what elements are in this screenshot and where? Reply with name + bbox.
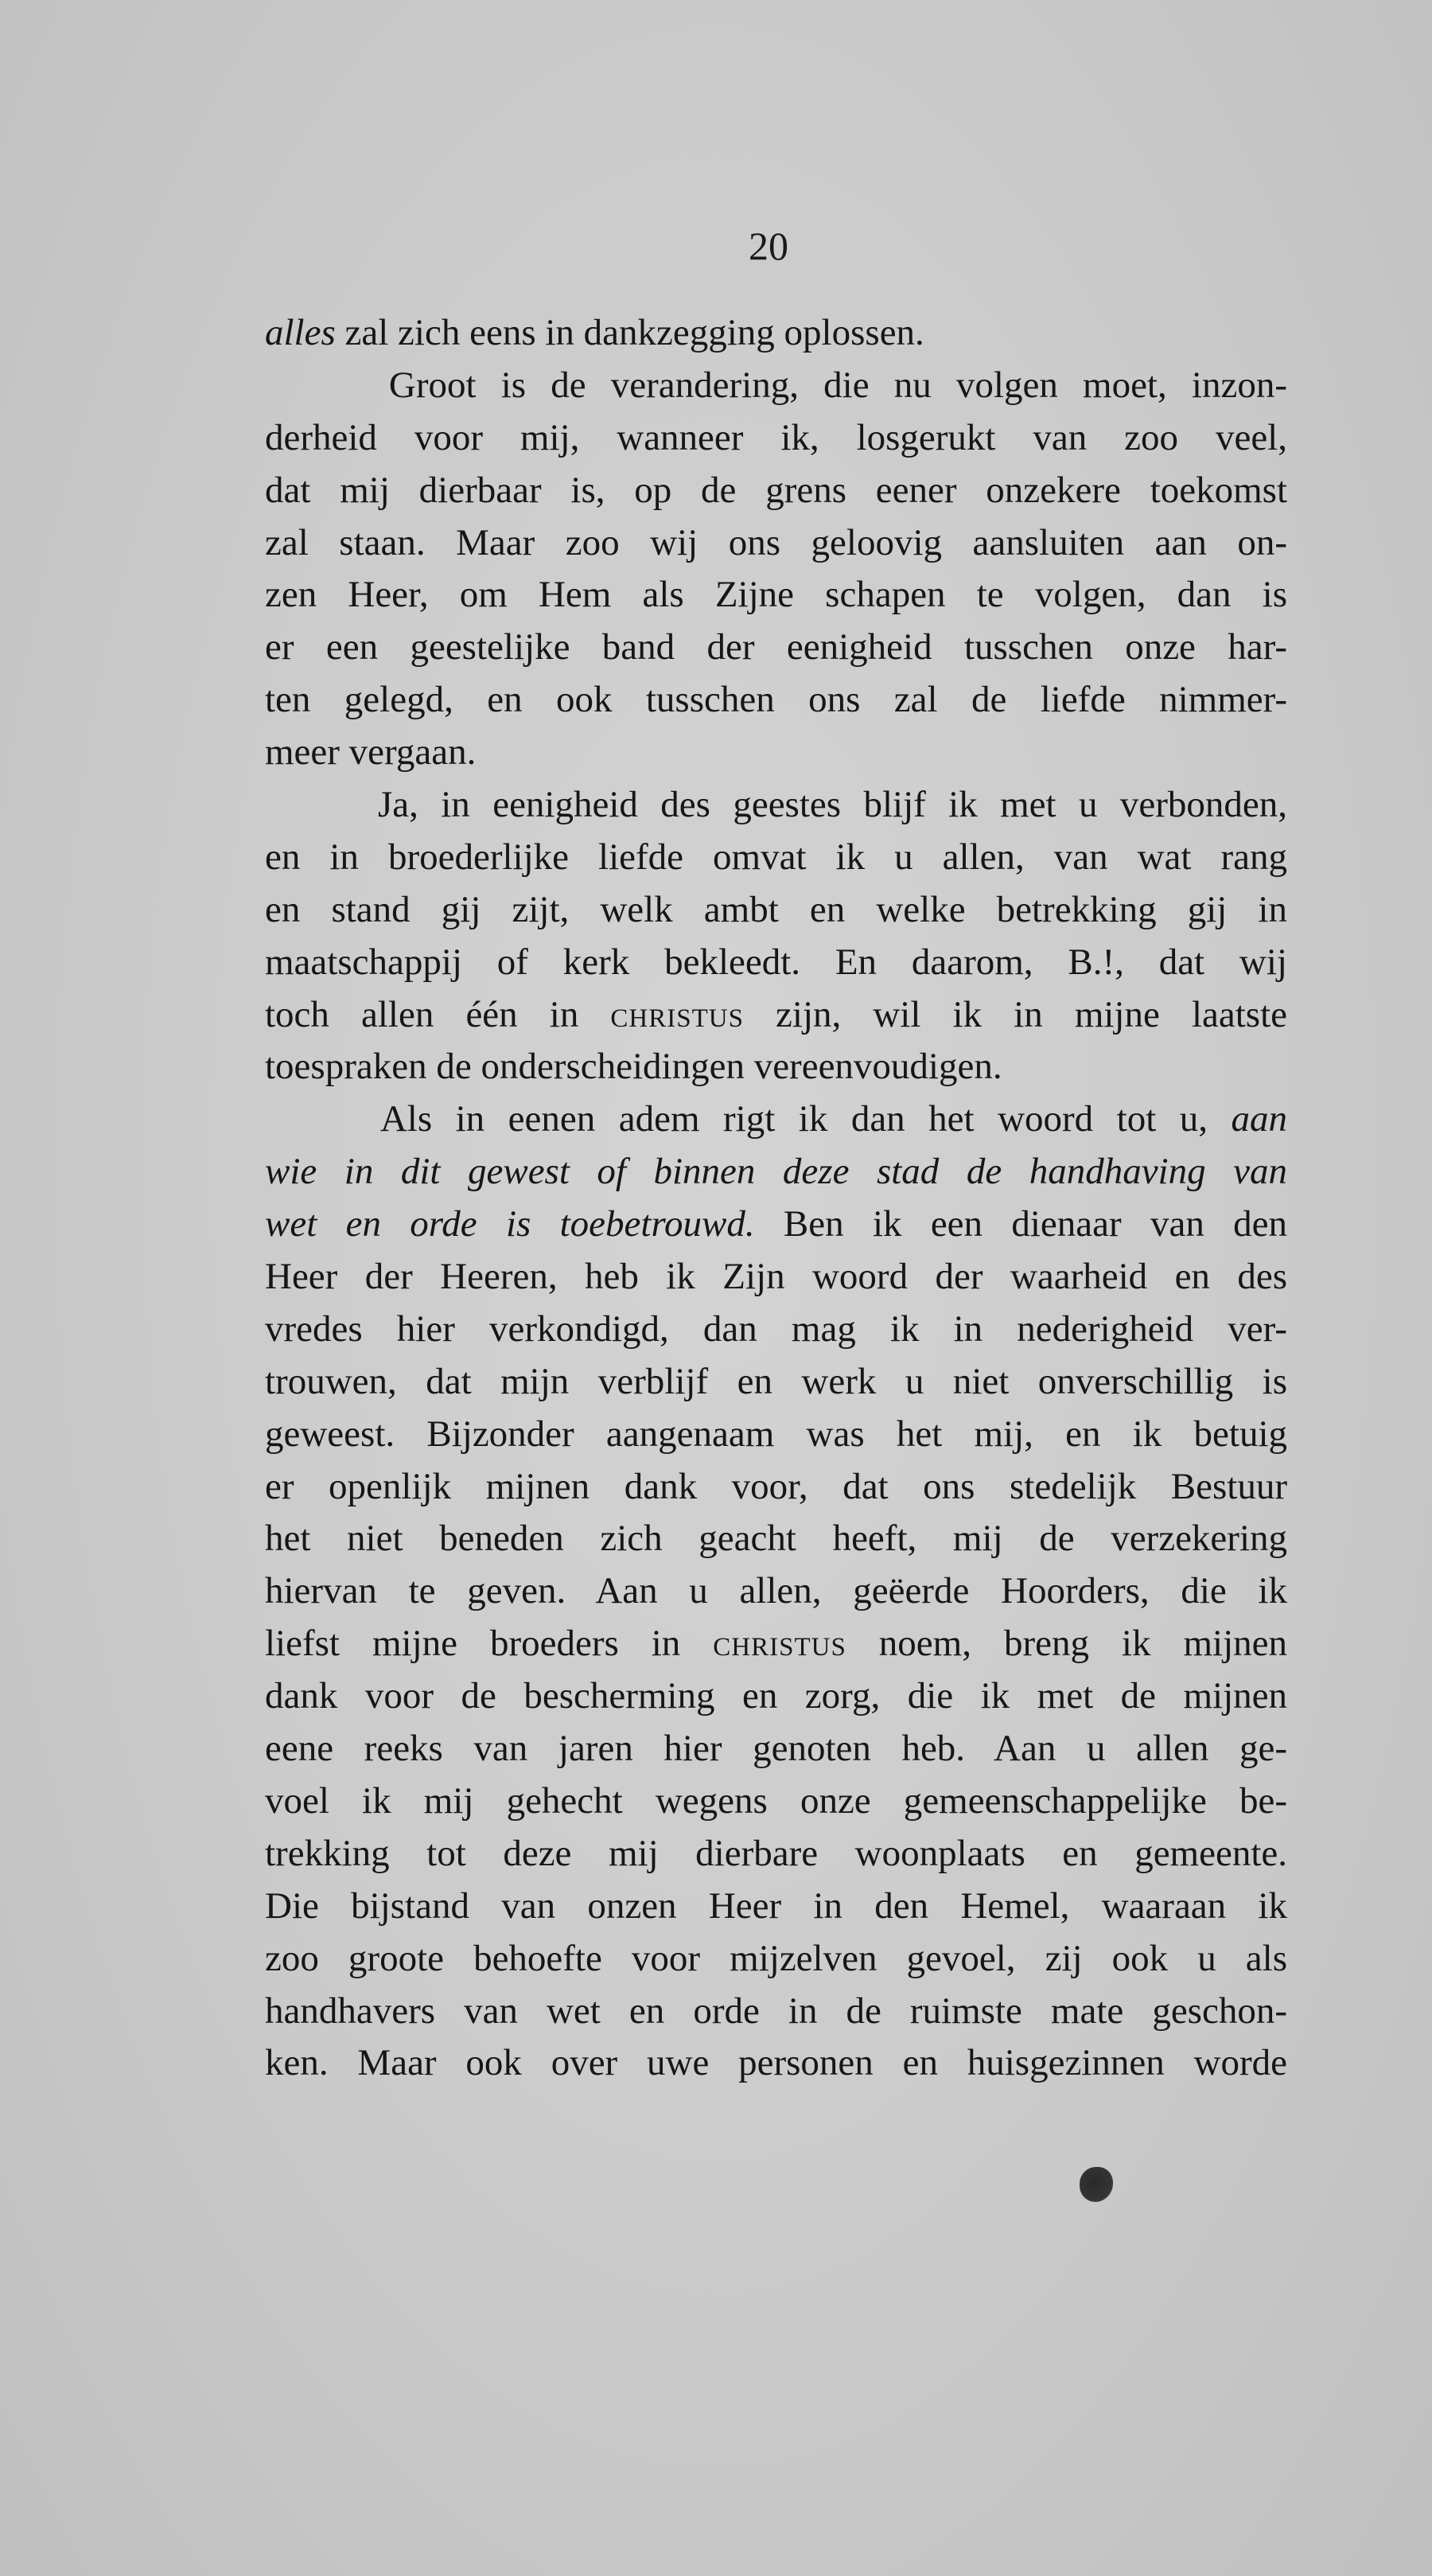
text-segment: aan [1231, 1098, 1287, 1140]
text-segment: eene reeks van jaren hier genoten heb. Aan u allen ge- [265, 1728, 1287, 1770]
text-line [265, 1146, 1287, 1198]
text-segment: christus [713, 1623, 846, 1665]
text-line [265, 832, 1287, 884]
text-segment: zen Heer, om Hem als Zijne schapen te volgen, dan is [265, 574, 1287, 616]
text-line [265, 674, 1287, 727]
text-line [265, 1513, 1287, 1565]
text-line [265, 1828, 1287, 1880]
text-line [265, 1775, 1287, 1828]
text-segment: ken. Maar ook over uwe personen en huisgezinnen worde [265, 2042, 1287, 2084]
text-line [265, 1670, 1287, 1723]
text-segment: wie in dit gewest of binnen deze stad de handhaving van [265, 1151, 1287, 1193]
text-line [265, 937, 1287, 989]
text-segment: Heer der Heeren, heb ik Zijn woord der waarheid en des [265, 1256, 1287, 1298]
text-segment: toespraken de onderscheidingen vereenvoudigen. [265, 1046, 1002, 1088]
text-line [265, 779, 1287, 832]
text-segment: liefst mijne broeders in [265, 1623, 714, 1665]
text-line [265, 622, 1287, 674]
text-segment: zoo groote behoefte voor mijzelven gevoel, zij ook u als [265, 1937, 1287, 1979]
text-line [265, 884, 1287, 937]
text-segment: wet en orde is toebetrouwd. [265, 1203, 755, 1245]
text-segment: handhavers van wet en orde in de ruimste mate geschon- [265, 1989, 1287, 2032]
text-line [265, 360, 1287, 412]
text-segment: derheid voor mij, wanneer ik, losgerukt van zoo veel, [265, 416, 1287, 458]
text-line [265, 1986, 1287, 2038]
text-line [265, 1880, 1287, 1933]
text-segment: Als in eenen adem rigt ik dan het woord tot u, [265, 1098, 1232, 1140]
text-line [265, 1356, 1287, 1409]
text-line [265, 465, 1287, 517]
text-line [265, 1618, 1287, 1670]
text-segment: zal zich eens in dankzegging oplossen. [335, 312, 924, 353]
text-line [265, 517, 1287, 570]
text-segment: meer vergaan. [265, 731, 477, 774]
text-segment: geweest. Bijzonder aangenaam was het mij, en ik betuig [265, 1413, 1287, 1455]
text-segment: en in broederlijke liefde omvat ik u allen, van wat rang [265, 836, 1287, 878]
text-segment: alles [265, 312, 336, 353]
text-segment: ten gelegd, en ook tusschen ons zal de liefde nimmer- [265, 679, 1287, 721]
text-line [265, 1723, 1287, 1775]
text-segment: dank voor de bescherming en zorg, die ik met de mijnen [265, 1675, 1287, 1717]
text-line [265, 1304, 1287, 1356]
text-line [265, 1251, 1287, 1304]
text-segment: voel ik mij gehecht wegens onze gemeenschappelijke be- [265, 1779, 1287, 1822]
text-segment: dat mij dierbaar is, op de grens eener onzekere toekomst [265, 469, 1287, 511]
text-segment: er een geestelijke band der eenigheid tusschen onze har- [265, 626, 1287, 668]
text-line [265, 412, 1287, 465]
ink-blot-mark [1080, 2167, 1113, 2202]
text-line [265, 1461, 1287, 1514]
text-segment: er openlijk mijnen dank voor, dat ons stedelijk Bestuur [265, 1465, 1287, 1507]
body-text [265, 307, 1287, 2090]
text-segment: noem, breng ik mijnen [846, 1623, 1287, 1665]
text-line [265, 989, 1287, 1042]
text-line [265, 1409, 1287, 1461]
text-segment: vredes hier verkondigd, dan mag ik in nederigheid ver- [265, 1307, 1287, 1350]
text-segment: toch allen één in [265, 993, 611, 1035]
text-segment: trekking tot deze mij dierbare woonplaats en gemeente. [265, 1832, 1287, 1874]
text-line [265, 1198, 1287, 1251]
text-line [265, 1041, 1287, 1093]
text-segment: trouwen, dat mijn verblijf en werk u niet onverschillig is [265, 1360, 1287, 1402]
text-segment: Ben ik een dienaar van den [754, 1203, 1287, 1245]
text-segment: het niet beneden zich geacht heeft, mij de verzekering [265, 1518, 1287, 1560]
text-segment: zijn, wil ik in mijne laatste [743, 993, 1287, 1035]
text-segment: en stand gij zijt, welk ambt en welke betrekking gij in [265, 888, 1287, 930]
text-line [265, 2037, 1287, 2090]
text-segment: hiervan te geven. Aan u allen, geëerde Hoorders, die ik [265, 1570, 1287, 1612]
text-segment: Ja, in eenigheid des geestes blijf ik met u verbonden, [265, 784, 1287, 826]
text-line [265, 307, 1287, 360]
text-line [265, 1093, 1287, 1146]
text-segment: Die bijstand van onzen Heer in den Hemel, waaraan ik [265, 1884, 1287, 1927]
text-segment: maatschappij of kerk bekleedt. En daarom, B.!, dat wij [265, 941, 1287, 983]
page-number: 20 [749, 224, 788, 268]
text-segment: christus [610, 993, 744, 1035]
text-line [265, 1565, 1287, 1618]
text-line [265, 1933, 1287, 1986]
text-segment: zal staan. Maar zoo wij ons geloovig aansluiten aan on- [265, 521, 1287, 563]
text-line [265, 727, 1287, 779]
text-line [265, 569, 1287, 622]
text-segment: Groot is de verandering, die nu volgen moet, inzon- [265, 364, 1287, 406]
